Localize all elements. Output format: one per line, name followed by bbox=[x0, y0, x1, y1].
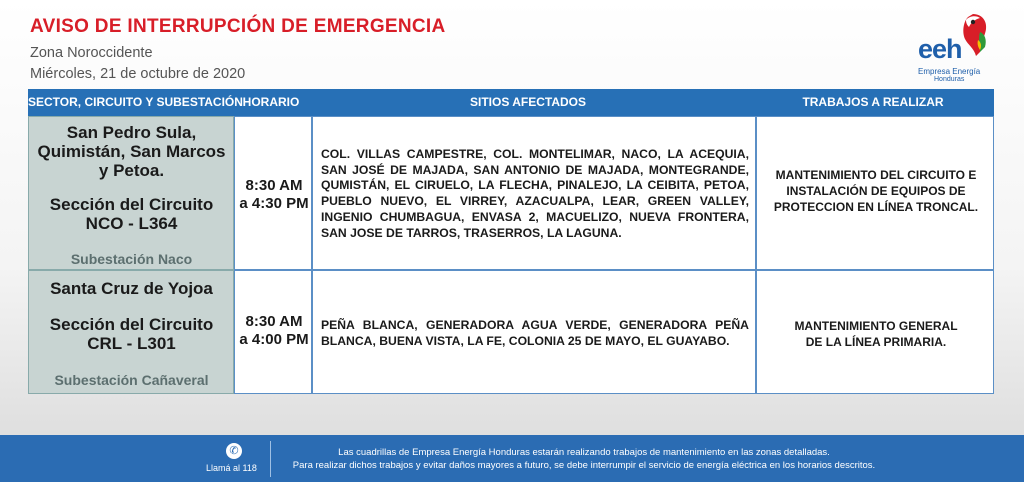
table-row-1-sitios bbox=[312, 116, 756, 270]
circuit-name bbox=[29, 195, 234, 233]
time-range bbox=[235, 313, 313, 349]
date-label: Miércoles, 21 de octubre de 2020 bbox=[30, 66, 246, 82]
table-header bbox=[28, 89, 994, 116]
table-row-1-horario bbox=[234, 116, 312, 270]
sector-line: Quimistán, San Marcos bbox=[37, 142, 226, 161]
sector-line: y Petoa. bbox=[98, 161, 165, 180]
sector-line: Santa Cruz de Yojoa bbox=[50, 279, 213, 298]
circuit-line: CRL - L301 bbox=[87, 334, 176, 353]
sector-name bbox=[29, 279, 234, 298]
substation-name: Subestación Naco bbox=[70, 251, 193, 267]
work-line: MANTENIMIENTO GENERAL bbox=[794, 319, 958, 333]
sector-name bbox=[29, 123, 234, 180]
substation-name: Subestación Cañaveral bbox=[54, 372, 209, 388]
phone-label: Llamá al 118 bbox=[206, 463, 257, 473]
footer-banner bbox=[0, 435, 1024, 482]
table-row-1-sector bbox=[28, 116, 234, 270]
footer-divider bbox=[270, 441, 271, 477]
column-header-sector: SECTOR, CIRCUITO Y SUBESTACIÓN bbox=[28, 95, 243, 109]
footer-notice-line-2: Para realizar dichos trabajos y evitar daños mayores a futuro, se debe interrumpir el servicio de energía eléctrica en los horarios descritos. bbox=[292, 460, 876, 471]
affected-sites: COL. VILLAS CAMPESTRE, COL. MONTELIMAR, NACO, LA ACEQUIA, SAN JOSÉ DE MAJADA, SAN ANTONIO DE MAJADA, MONTEGRANDE, QUMISTÁN, EL CIRUELO, LA FLECHA, PINALEJO, LA CEIBITA, PETOA, PUEBLO NUEVO, EL VIRREY, AZACUALPA, LEAR, GREEN VALLEY, INGENIO CHUMBAGUA, ENVASA 2, MACUELIZO, NUEVA FRONTERA, SAN JOSE DE TARROS, TRASERROS, LA LAGUNA. bbox=[321, 147, 749, 240]
circuit-line: NCO - L364 bbox=[85, 214, 178, 233]
circuit-name bbox=[29, 315, 234, 353]
table-row-2-sector bbox=[28, 270, 234, 394]
footer-notice-line-1: Las cuadrillas de Empresa Energía Honduras estarán realizando trabajos de mantenimiento en las zonas detalladas. bbox=[338, 447, 830, 458]
work-line: INSTALACIÓN DE EQUIPOS DE bbox=[786, 184, 966, 198]
column-header-trabajos: TRABAJOS A REALIZAR bbox=[802, 95, 944, 109]
work-description bbox=[765, 167, 987, 215]
sector-line: San Pedro Sula, bbox=[66, 123, 197, 142]
circuit-line: Sección del Circuito bbox=[49, 195, 214, 214]
time-start: 8:30 AM bbox=[245, 177, 303, 194]
work-line: MANTENIMIENTO DEL CIRCUITO E bbox=[775, 168, 977, 182]
time-end: a 4:00 PM bbox=[239, 331, 309, 348]
table-row-2-sitios bbox=[312, 270, 756, 394]
work-description bbox=[765, 318, 987, 350]
eeh-logo bbox=[912, 12, 998, 82]
column-header-horario: HORARIO bbox=[242, 95, 300, 109]
table-row-2-trabajos bbox=[756, 270, 994, 394]
zone-label: Zona Noroccidente bbox=[30, 45, 153, 61]
time-end: a 4:30 PM bbox=[239, 195, 309, 212]
column-header-sitios: SITIOS AFECTADOS bbox=[469, 95, 586, 109]
time-range bbox=[235, 177, 313, 213]
work-line: PROTECCION EN LÍNEA TRONCAL. bbox=[773, 200, 979, 214]
phone-icon: ✆ bbox=[226, 443, 242, 459]
affected-sites: PEÑA BLANCA, GENERADORA AGUA VERDE, GENERADORA PEÑA BLANCA, BUENA VISTA, LA FE, COLONIA 25 DE MAYO, EL GUAYABO. bbox=[321, 318, 749, 348]
page-title: AVISO DE INTERRUPCIÓN DE EMERGENCIA bbox=[30, 16, 446, 37]
circuit-line: Sección del Circuito bbox=[49, 315, 214, 334]
logo-company-line: Empresa Energía bbox=[918, 67, 981, 76]
work-line: DE LA LÍNEA PRIMARIA. bbox=[805, 335, 947, 349]
logo-wordmark: eeh bbox=[918, 34, 962, 64]
time-start: 8:30 AM bbox=[245, 313, 303, 330]
table-row-1-trabajos bbox=[756, 116, 994, 270]
logo-country-line: Honduras bbox=[934, 76, 965, 83]
table-row-2-horario bbox=[234, 270, 312, 394]
